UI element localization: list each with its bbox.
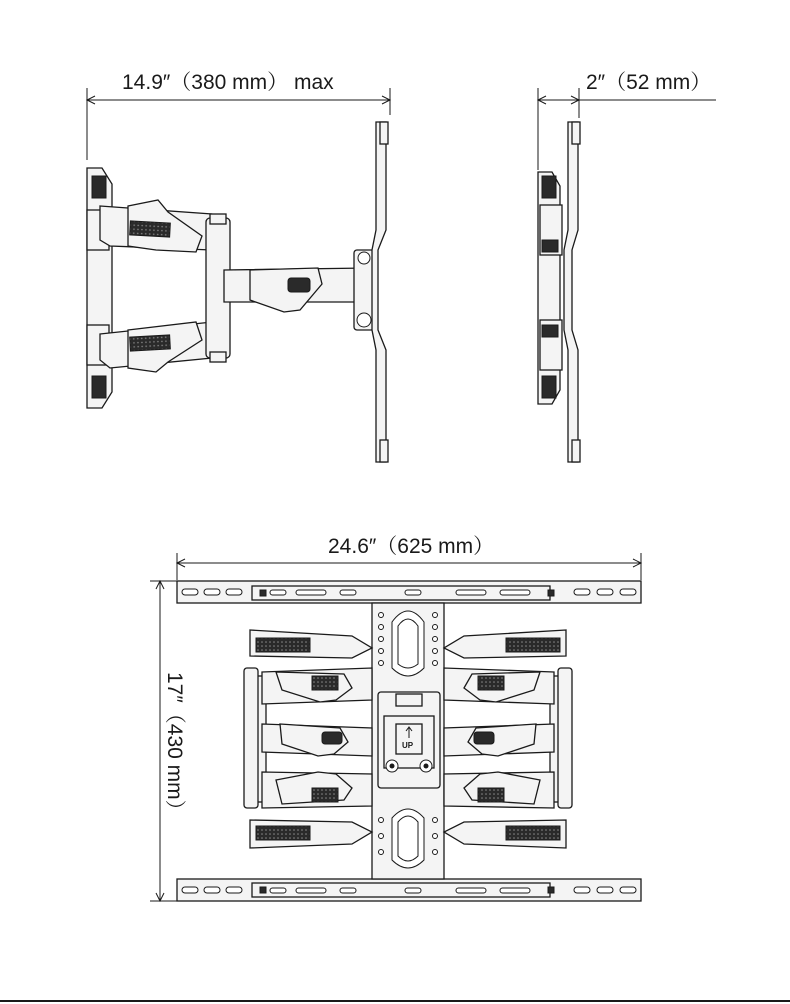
up-label: UP: [402, 741, 414, 750]
wall-plate-bracket-bottom: [92, 376, 106, 398]
dim-max-extension-label: 14.9″（380 mm） max: [122, 71, 334, 94]
wall-plate: [87, 168, 112, 408]
retracted-side-view: [538, 71, 716, 462]
brand-badge-left: [322, 732, 342, 744]
brand-badge-right: [474, 732, 494, 744]
dim-height-label: 17″（430 mm）: [163, 672, 186, 821]
extended-side-view: [87, 71, 390, 462]
tv-rail-retracted: [564, 122, 578, 462]
wall-plate-bracket-top: [92, 176, 106, 198]
post-left: [244, 668, 258, 808]
front-view: [150, 535, 641, 901]
dim-width-label: 24.6″（625 mm）: [328, 535, 495, 558]
tv-rail-extended: [372, 122, 386, 462]
post-right: [558, 668, 572, 808]
dim-min-profile-label: 2″（52 mm）: [586, 71, 712, 94]
brand-badge-side: [288, 278, 310, 292]
